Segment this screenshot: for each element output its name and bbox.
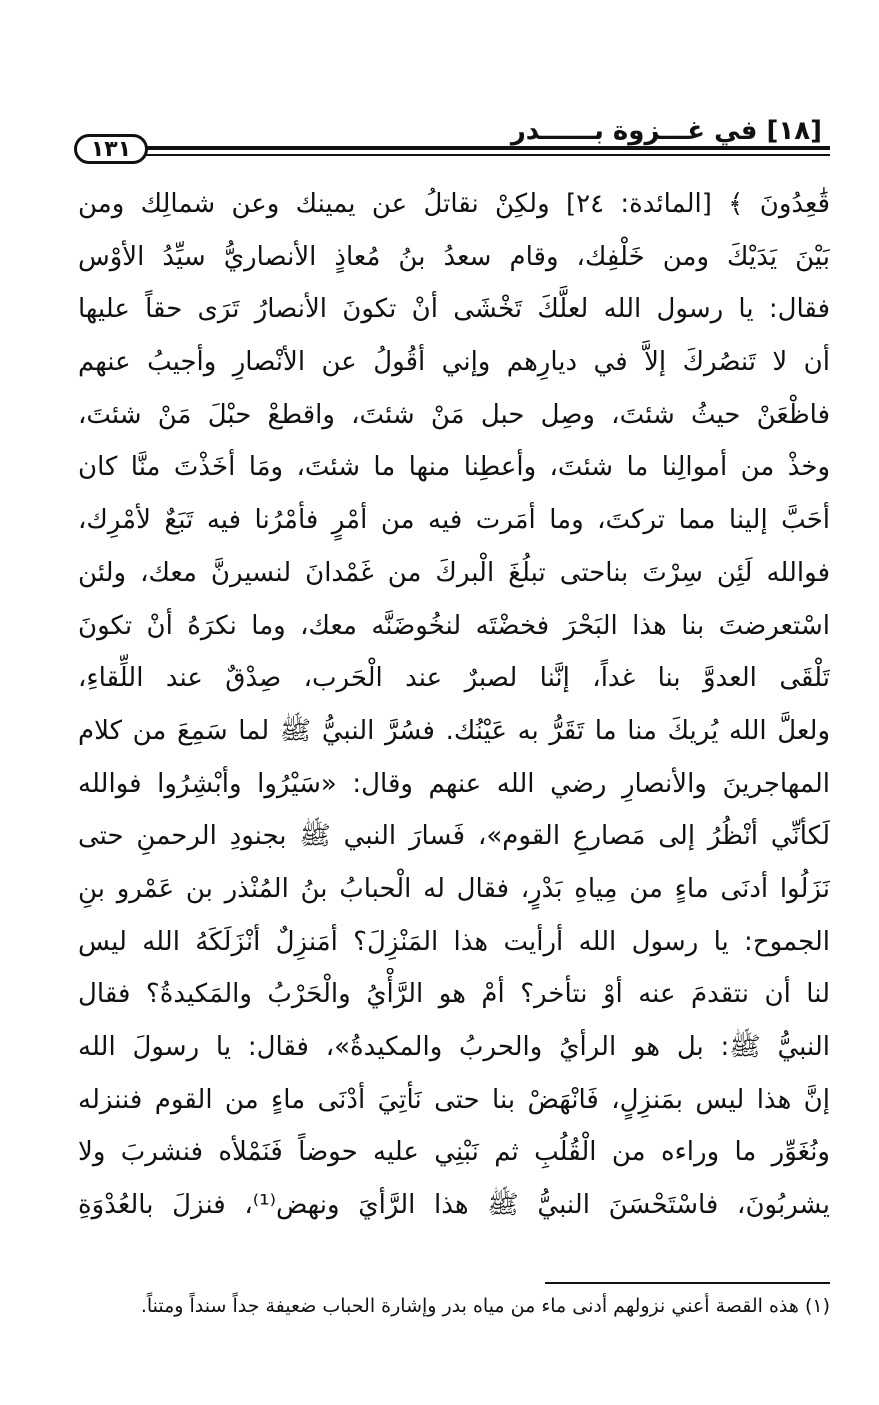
- footnote-rule: [545, 1282, 830, 1284]
- text-line: أن لا تَنصُركَ إلاَّ في ديارِهم وإني أقُولُ عن الأنْصارِ وأجيبُ عنهم: [78, 347, 830, 378]
- text-line: نَزَلُوا أدنَى ماءٍ من مِياهِ بَدْرٍ، فقال له الْحبابُ بنُ المُنْذر بن عَمْرو بنِ: [78, 873, 830, 904]
- text-line: لنا أن نتقدمَ عنه أوْ نتأخر؟ أمْ هو الرَّأْيُ والْحَرْبُ والمَكيدةُ؟ فقال: [78, 979, 830, 1010]
- text-line: النبيُّ ﷺ: بل هو الرأيُ والحربُ والمكيدةُ»، فقال: يا رسولَ الله: [78, 1032, 830, 1062]
- text-line: أحَبَّ إلينا مما تركتَ، وما أمَرت فيه من أمْرٍ فأمْرُنا فيه تَبَعٌ لأمْرِك،: [78, 505, 830, 536]
- text-line: قَٰعِدُونَ ﴾ [المائدة: ٢٤] ولكِنْ نقاتلُ عن يمينك وعن شمالِك ومن: [78, 189, 830, 219]
- chapter-title: [١٨] في غـــزوة بــــــدر: [510, 116, 822, 146]
- text-line: إنَّ هذا ليس بمَنزِلٍ، فَانْهَضْ بنا حتى نَأتِيَ أدْنَى ماءٍ من القوم فننزله: [78, 1084, 830, 1115]
- page-number: ١٣١: [74, 134, 148, 164]
- body-text: [78, 178, 830, 1232]
- text-line: يشربُونَ، فاسْتَحْسَنَ النبيُّ ﷺ هذا الرَّأيَ ونهض⁽¹⁾، فنزلَ بالعُدْوَةِ: [78, 1190, 830, 1221]
- footnote: (١) هذه القصة أعني نزولهم أدنى ماء من مياه بدر وإشارة الحباب ضعيفة جداً سنداً ومتناً.: [140, 1295, 830, 1317]
- text-line: ونُغَوِّر ما وراءه من الْقُلُبِ ثم نَبْنِي عليه حوضاً فَنَمْلأه فنشربَ ولا: [78, 1137, 830, 1168]
- text-line: فاظْعَنْ حيثُ شئتَ، وصِل حبل مَنْ شئتَ، واقطعْ حبْلَ مَنْ شئتَ،: [78, 399, 830, 430]
- text-line: لَكأنِّي أنْظُرُ إلى مَصارعِ القوم»، فَسارَ النبي ﷺ بجنودِ الرحمنِ حتى: [78, 821, 830, 852]
- page-header: [70, 110, 830, 170]
- text-line: الجموح: يا رسول الله أرأيت هذا المَنْزِلَ؟ أمَنزِلٌ أنْزَلَكَهُ الله ليس: [78, 926, 830, 957]
- text-line: ولعلَّ الله يُريكَ منا ما تَقَرُّ به عَيْنُك. فسُرَّ النبيُّ ﷺ لما سَمِعَ من كلام: [78, 715, 830, 746]
- text-line: فقال: يا رسول الله لعلَّكَ تَخْشَى أنْ تكونَ الأنصارُ تَرَى حقاً عليها: [78, 294, 830, 325]
- text-line: وخذْ من أموالِنا ما شئتَ، وأعطِنا منها ما شئتَ، ومَا أخَذْتَ منَّا كان: [78, 452, 830, 483]
- text-line: تَلْقَى العدوَّ بنا غداً، إنَّنا لصبرٌ عند الْحَرب، صِدْقٌ عند اللِّقاءِ،: [78, 663, 830, 694]
- text-line: المهاجرينَ والأنصارِ رضي الله عنهم وقال: «سَيْرُوا وأبْشِرُوا فوالله: [78, 768, 830, 799]
- header-rule-thick: [146, 146, 830, 150]
- text-line: فوالله لَئِن سِرْتَ بناحتى تبلُغَ الْبركَ من غَمْدانَ لنسيرنَّ معك، ولئن: [78, 557, 830, 588]
- text-line: بَيْنَ يَدَيْكَ ومن خَلْفِك، وقام سعدُ بنُ مُعاذٍ الأنصاريُّ سيِّدُ الأوْس: [78, 241, 830, 272]
- header-rule-thin: [146, 154, 830, 156]
- text-line: اسْتعرضتَ بنا هذا البَحْرَ فخضْتَه لنخُوضَنَّه معك، وما نكرَهُ أنْ تكونَ: [78, 610, 830, 641]
